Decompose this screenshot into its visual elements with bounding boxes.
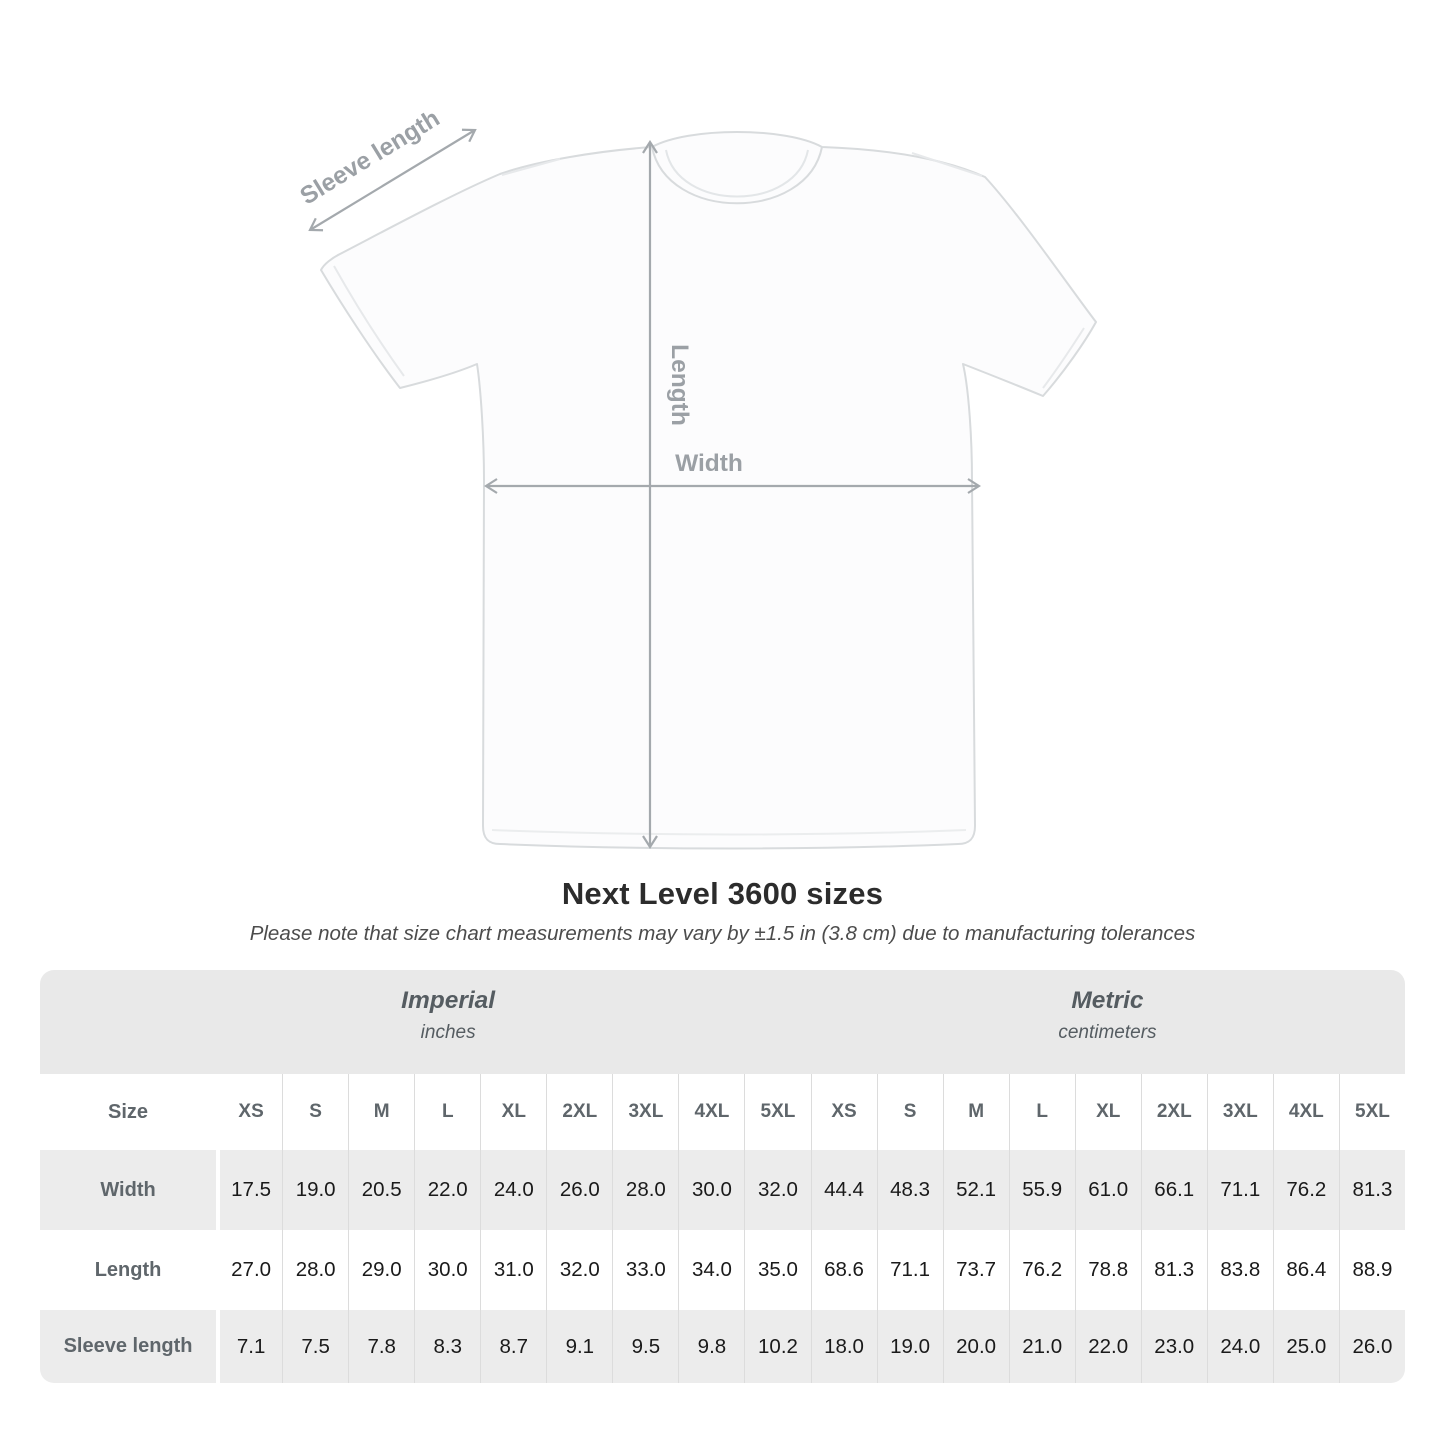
imperial-unit-label: inches [420,1022,476,1043]
length-imperial-3xl: 33.0 [612,1230,678,1310]
width-imperial-xl: 24.0 [480,1150,546,1230]
sleeve-metric-2xl: 23.0 [1141,1310,1207,1383]
tshirt-graphic [321,132,1096,849]
length-imperial-m: 29.0 [348,1230,414,1310]
length-metric-2xl: 81.3 [1141,1230,1207,1310]
size-header-imperial-l: L [414,1074,480,1150]
length-imperial-2xl: 32.0 [546,1230,612,1310]
size-header-imperial-s: S [282,1074,348,1150]
width-metric-5xl: 81.3 [1339,1150,1405,1230]
size-header-metric-xs: XS [811,1074,877,1150]
length-imperial-s: 28.0 [282,1230,348,1310]
size-header-metric-m: M [943,1074,1009,1150]
width-metric-m: 52.1 [943,1150,1009,1230]
size-header-metric-xl: XL [1075,1074,1141,1150]
imperial-label: Imperial [401,987,496,1014]
sleeve-metric-m: 20.0 [943,1310,1009,1383]
width-imperial-3xl: 28.0 [612,1150,678,1230]
sleeve-imperial-s: 7.5 [282,1310,348,1383]
length-label: Length [666,344,693,426]
metric-unit-label: centimeters [1058,1022,1157,1043]
length-metric-xs: 68.6 [811,1230,877,1310]
size-header-metric-s: S [877,1074,943,1150]
page-title: Next Level 3600 sizes [561,876,884,911]
length-metric-5xl: 88.9 [1339,1230,1405,1310]
metric-label: Metric [1071,987,1144,1014]
size-header-metric-5xl: 5XL [1339,1074,1405,1150]
length-imperial-l: 30.0 [414,1230,480,1310]
sleeve-metric-4xl: 25.0 [1273,1310,1339,1383]
length-metric-3xl: 83.8 [1207,1230,1273,1310]
length-imperial-4xl: 34.0 [678,1230,744,1310]
sleeve-imperial-3xl: 9.5 [612,1310,678,1383]
length-metric-s: 71.1 [877,1230,943,1310]
size-corner-label: Size [108,1100,149,1123]
size-header-imperial-m: M [348,1074,414,1150]
sleeve-imperial-2xl: 9.1 [546,1310,612,1383]
length-metric-m: 73.7 [943,1230,1009,1310]
sleeve-metric-s: 19.0 [877,1310,943,1383]
width-metric-l: 55.9 [1009,1150,1075,1230]
sleeve-metric-5xl: 26.0 [1339,1310,1405,1383]
size-table [40,970,1405,1383]
size-header-imperial-2xl: 2XL [546,1074,612,1150]
sleeve-length-row-label: Sleeve length [63,1335,193,1357]
imperial-header-group [401,987,495,1044]
width-metric-3xl: 71.1 [1207,1150,1273,1230]
metric-header-group [1058,987,1156,1044]
size-header-metric-3xl: 3XL [1207,1074,1273,1150]
sleeve-imperial-5xl: 10.2 [744,1310,810,1383]
width-row [40,1150,1405,1230]
size-header-metric-4xl: 4XL [1273,1074,1339,1150]
width-metric-4xl: 76.2 [1273,1150,1339,1230]
width-metric-xl: 61.0 [1075,1150,1141,1230]
sleeve-imperial-4xl: 9.8 [678,1310,744,1383]
sleeve-metric-l: 21.0 [1009,1310,1075,1383]
sleeve-metric-3xl: 24.0 [1207,1310,1273,1383]
length-imperial-xs: 27.0 [216,1230,282,1310]
sleeve-metric-xl: 22.0 [1075,1310,1141,1383]
size-header-row [40,1074,1405,1150]
length-imperial-5xl: 35.0 [744,1230,810,1310]
length-row [40,1230,1405,1310]
size-header-imperial-5xl: 5XL [744,1074,810,1150]
width-row-label: Width [100,1178,156,1201]
sleeve-length-label: Sleeve length [295,104,445,211]
length-metric-l: 76.2 [1009,1230,1075,1310]
size-header-metric-l: L [1009,1074,1075,1150]
size-data-table [40,1074,1405,1383]
width-metric-xs: 44.4 [811,1150,877,1230]
size-header-imperial-xs: XS [216,1074,282,1150]
width-imperial-4xl: 30.0 [678,1150,744,1230]
width-metric-s: 48.3 [877,1150,943,1230]
sleeve-imperial-xs: 7.1 [216,1310,282,1383]
size-header-metric-2xl: 2XL [1141,1074,1207,1150]
width-imperial-5xl: 32.0 [744,1150,810,1230]
size-header-imperial-3xl: 3XL [612,1074,678,1150]
width-imperial-s: 19.0 [282,1150,348,1230]
sleeve-length-row [40,1310,1405,1383]
length-row-label: Length [94,1258,162,1281]
size-header-imperial-xl: XL [480,1074,546,1150]
length-imperial-xl: 31.0 [480,1230,546,1310]
sleeve-imperial-xl: 8.7 [480,1310,546,1383]
width-imperial-2xl: 26.0 [546,1150,612,1230]
length-metric-4xl: 86.4 [1273,1230,1339,1310]
width-imperial-m: 20.5 [348,1150,414,1230]
length-metric-xl: 78.8 [1075,1230,1141,1310]
unit-header-band [40,970,1405,1074]
width-imperial-l: 22.0 [414,1150,480,1230]
size-header-imperial-4xl: 4XL [678,1074,744,1150]
width-imperial-xs: 17.5 [216,1150,282,1230]
tolerance-note: Please note that size chart measurements may vary by ±1.5 in (3.8 cm) due to manufacturing tolerances [249,922,1196,945]
width-label: Width [675,450,743,477]
sleeve-metric-xs: 18.0 [811,1310,877,1383]
width-metric-2xl: 66.1 [1141,1150,1207,1230]
sleeve-imperial-l: 8.3 [414,1310,480,1383]
sleeve-imperial-m: 7.8 [348,1310,414,1383]
